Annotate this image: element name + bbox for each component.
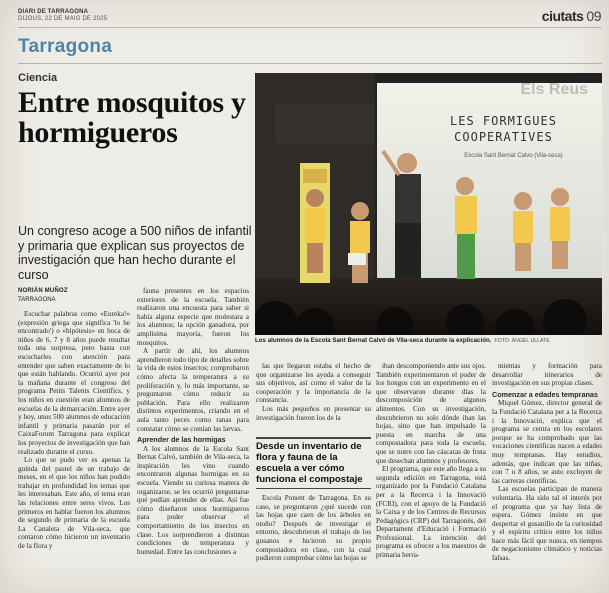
masthead-rule	[18, 27, 602, 28]
topic-label: Ciencia	[18, 72, 58, 84]
page-number: 09	[586, 8, 601, 24]
paragraph: fauna presentes en los espacios exteriores de la escuela. También realizaron una encuesta para saber si había alguna especie que molestara a los alumnos; la opción ganadora, por amplísima mayoría, fueron los mosquitos.	[137, 287, 249, 347]
paragraph: Las escuelas participan de manera voluntaria. Ha sido tal el interés por el programa que ya hay lista de espera. Gómez insiste en que despertar el gusanillo de la curiosidad y el espíritu crítico entre los niños hace más fácil que nunca, en tiempos de negacionismo climático y noticias falsas.	[492, 485, 602, 563]
body-column-1	[18, 310, 130, 590]
pull-quote: Desde un inventario de flora y fauna de la escuela a ver cómo funciona el compostaje	[256, 441, 363, 485]
paragraph: A partir de ahí, los alumnos aprendieron todo tipo de detalles sobre la vida de estos insectos; comprobaron cómo afecta la temperatura a su proliferación y, lo más importante, se preguntaron cómo reducir su población. Para ello realizaron distintos experimentos, criando en el aula tanto peces como ranas para constatar cómo se comían las larvas.	[137, 347, 249, 433]
paragraph: Los más pequeños en presentar su investigación fueron los de la	[256, 404, 371, 422]
issue-date: DIJOUS, 22 DE MAIG DE 2025	[18, 16, 108, 22]
crosshead: Aprender de las hormigas	[137, 435, 226, 445]
subheadline: Un congreso acoge a 500 niños de infantil y primaria que explican sus proyectos de investigación que han hecho durante el curso	[18, 224, 252, 282]
pull-quote-rule-bottom	[256, 488, 371, 489]
body-column-5	[492, 362, 602, 590]
dateline: TARRAGONA	[18, 297, 56, 303]
screen-title-line-1: LES FORMIGUES	[450, 114, 557, 128]
paragraph: mientas y formación para desarrollar itinerarios de investigación en sus propias clases.	[492, 362, 602, 388]
body-column-4	[376, 362, 486, 590]
pull-quote-rule-top	[256, 437, 371, 439]
paragraph: las que llegaron estaba el hecho de que organizarse les ayuda a conseguir sus objetivos, así como el valor de la cooperación y la importancia de la constancia.	[256, 362, 371, 405]
author: NORIÁN MUÑOZ	[18, 288, 68, 294]
caption-text: Los alumnos de la Escola Sant Bernat Calvó de Vila-seca durante la explicación.	[255, 337, 492, 344]
headline: Entre mosquitos y hormigueros	[18, 86, 246, 149]
paragraph: Lo que se pudo ver es apenas la guinda del pastel de un trabajo de meses, en el que los niños han podido trabajar en profundidad los temas que les interesaban. Este año, el tema eran las relaciones entre seres vivos. Los primeros en hablar fueron los alumnos de segundo de primaria de la escuela La Canaleta de Vila-seca, que contaron cómo hicieron un inventario de la flora y	[18, 456, 130, 551]
photo-credit: FOTO: ÀNGEL ULLATE	[494, 338, 550, 344]
background-sign: Els Reus	[520, 81, 588, 98]
paragraph: iban descomponiendo ante sus ojos. También experimentaron el poder de los hongos con un experimento en el que observaron durante días la descomposición de algunos alimentos. Con su investigación, descubrieron no solo dónde iban las hojas, sino que han impulsado la puesta en marcha de una compostadora para toda la escuela, que se nutre con las cáscaras de fruta que desechan alumnos y profesores.	[376, 362, 486, 465]
byline	[18, 287, 68, 305]
screen-school: Escola Sant Bernat Calvo (Vila-seca)	[464, 153, 563, 159]
article-photo	[255, 73, 602, 335]
newspaper-name: DIARI DE TARRAGONA	[18, 9, 89, 15]
paragraph: El programa, que este año llega a su segunda edición en Tarragona, está organizado por la Fundació Catalana per a la Recerca i la Innovació (FCRI), con el apoyo de la Fundació la Caixa y de los Centres de Recursos Pedagògics (CRP) del Tarragonès, del Departament d'Educació i Formació Professional. La intención del programa es ofrecer a los maestros de primaria herra-	[376, 465, 486, 560]
body-column-3-top	[256, 362, 371, 432]
paragraph: A los alumnos de la Escola Sant Bernat Calvó, también de Vila-seca, la inspiración les vino cuando encontraron algunas hormigas en su escuela. Viendo su curiosa manera de organizarse, se les ocurrió preguntarse qué podían aprender de ellas. Así fue cómo diseñaron unos hormigueros para poder observar el comportamiento de los insectos en clase. Los sorprendieron a distintas condiciones de temperatura y humedad. Entre las conclusiones a	[137, 444, 249, 556]
crosshead: Comenzar a edades tempranas	[492, 389, 598, 399]
body-column-3-bottom	[256, 494, 371, 590]
screen-title	[405, 113, 602, 145]
paragraph: Miquel Gómez, director general de la Fundació Catalana per a la Recerca i la Innovació, explica que el programa se centra en los escolares porque se ha comprobado que las vocaciones científicas nacen a edades muy tempranas. Hay estudios, además, que indican que las niñas, con 7 u 8 años, se auto excluyen de las carreras científicas.	[492, 399, 602, 485]
section-rule	[18, 63, 602, 64]
paragraph: Escuchar palabras como «Eureka!» (expresión griega que significa 'lo he encontrado') o «hipótesis» en boca de niños de 6, 7 y 8 años puede resultar toda una sorpresa, pero basta con escucharles con atención para entender que saben exactamente de lo que están hablando. Ocurrió ayer por la mañana durante el congreso del programa Petits Talents Científics, y los niños en cuestión eran alumnos de escuelas de la demarcación. Entre ayer y hoy, unos 500 alumnos de educación infantil y primaria pasarán por el CaixaForum Tarragona para explicar los proyectos de investigación que han realizado durante el curso.	[18, 310, 130, 456]
paragraph: Escola Ponent de Tarragona. En su caso, se preguntaron ¿qué sucede con las hojas que caen de los árboles en otoño? Después de investigar el entorno, descubrieron el trabajo de los gusanos e hicieron su propio compostadora en clase, con la cual pudieron comprobar cómo las hojas se	[256, 494, 371, 563]
photo-caption	[255, 337, 602, 344]
masthead-left	[18, 9, 107, 23]
section-folio	[542, 8, 601, 24]
body-column-2	[137, 287, 249, 590]
section-title: Tarragona	[18, 36, 113, 57]
section-label: ciutats	[541, 8, 584, 24]
screen-title-line-2: COOPERATIVES	[454, 130, 553, 144]
